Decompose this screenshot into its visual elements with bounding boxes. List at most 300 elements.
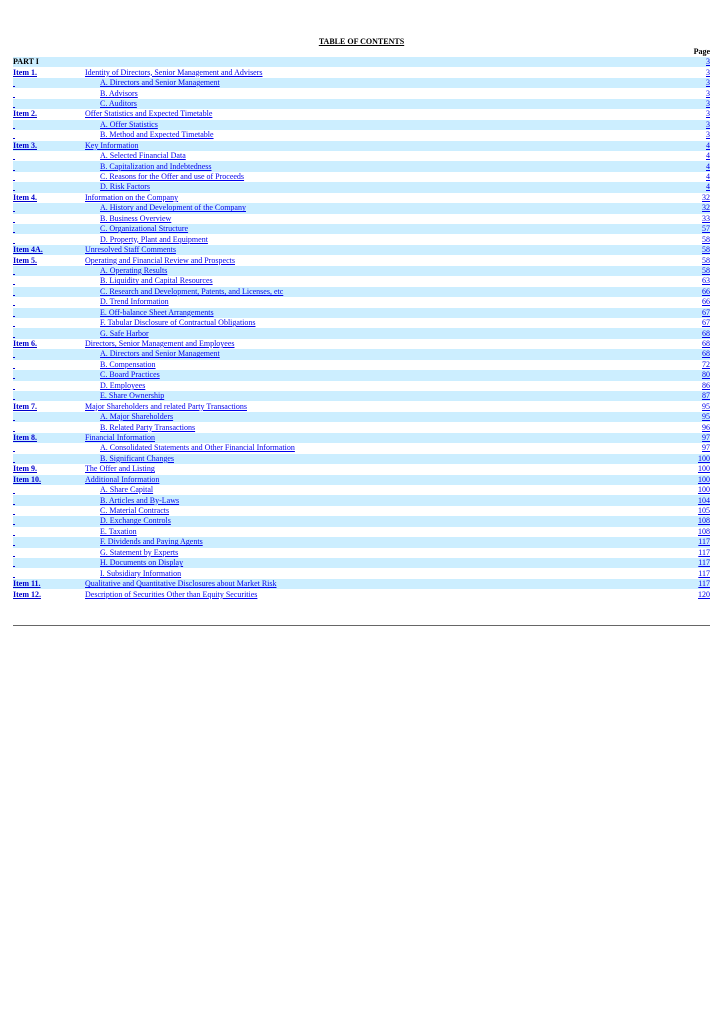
toc-row [13,308,710,318]
toc-item-cell [13,308,85,318]
item-number-link[interactable] [13,370,15,379]
toc-entry-link[interactable]: D. Employees [100,380,146,390]
toc-entry-link[interactable]: H. Documents on Display [100,558,184,568]
toc-text-cell [85,475,670,485]
toc-entry-link[interactable]: Offer Statistics and Expected Timetable [85,109,213,119]
toc-text-cell [85,349,670,359]
toc-entry-link[interactable]: B. Articles and By-Laws [100,495,180,505]
item-number-link[interactable] [13,99,15,108]
toc-entry-link[interactable]: G. Statement by Experts [100,547,179,557]
page-number-link[interactable]: 3 [706,130,710,140]
toc-row [13,558,710,568]
page-number-link[interactable]: 117 [698,547,710,557]
toc-row [13,109,710,119]
page-number-link[interactable]: 97 [702,443,710,453]
item-number-link[interactable]: Item 5. [13,255,37,265]
toc-text-cell [85,422,670,432]
item-number-link[interactable] [13,203,15,212]
item-number-link[interactable] [13,329,15,338]
page-number-link[interactable]: 67 [702,318,710,328]
toc-row [13,234,710,244]
toc-page-cell [670,422,710,432]
toc-row [13,516,710,526]
page-number-link[interactable]: 68 [702,339,710,349]
toc-row [13,224,710,234]
item-number-link[interactable] [13,391,15,400]
page-number-link[interactable]: 3 [706,98,710,108]
toc-entry-link[interactable]: C. Board Practices [100,370,160,380]
page-number-link[interactable]: 3 [706,67,710,77]
toc-item-cell [13,266,85,276]
toc-page-cell [670,88,710,98]
toc-page-cell [670,214,710,224]
toc-item-cell [13,172,85,182]
toc-text-cell [85,485,670,495]
toc-row [13,193,710,203]
page-number-link[interactable]: 58 [702,245,710,255]
toc-title: TABLE OF CONTENTS [318,37,405,46]
toc-entry-link[interactable]: F. Tabular Disclosure of Contractual Obligations [100,318,256,328]
toc-entry-link[interactable]: A. Offer Statistics [100,119,158,129]
item-number-link[interactable] [13,423,15,432]
item-number-link[interactable] [13,235,15,244]
toc-text-cell [85,120,670,130]
item-number-link[interactable]: Item 4. [13,192,37,202]
toc-page-cell [670,454,710,464]
item-number-link[interactable] [13,318,15,327]
item-number-link[interactable] [13,214,15,223]
toc-text-cell [85,88,670,98]
toc-row [13,57,710,67]
toc-page-cell [670,475,710,485]
page-number-link[interactable]: 4 [706,140,710,150]
toc-entry-link[interactable]: E. Share Ownership [100,391,165,401]
page-number-link[interactable]: 3 [706,88,710,98]
page-number-link[interactable]: 87 [702,391,710,401]
page-number-link[interactable]: 100 [698,453,710,463]
toc-row [13,495,710,505]
toc-text-cell [85,99,670,109]
toc-row [13,78,710,88]
toc-page-cell [670,537,710,547]
item-number-link[interactable]: Item 10. [13,474,41,484]
item-number-link[interactable] [13,558,15,567]
toc-item-cell [13,475,85,485]
toc-row [13,339,710,349]
toc-page-cell [670,141,710,151]
page-number-link[interactable]: 32 [702,203,710,213]
toc-row [13,579,710,589]
toc-row [13,412,710,422]
item-number-link[interactable] [13,308,15,317]
toc-item-cell [13,391,85,401]
toc-entry-link[interactable]: A. Directors and Senior Management [100,349,220,359]
page-number-link[interactable]: 100 [698,485,710,495]
item-number-link[interactable] [13,266,15,275]
toc-page-cell [670,381,710,391]
toc-item-cell [13,245,85,255]
item-number-link[interactable] [13,537,15,546]
toc-page-cell [670,433,710,443]
toc-text-cell [85,276,670,286]
toc-text-cell [85,381,670,391]
toc-text-cell [85,57,670,67]
page-column-header: Page [693,47,710,56]
page-number-link[interactable]: 3 [706,119,710,129]
toc-entry-link[interactable]: A. Major Shareholders [100,412,174,422]
page-number-link[interactable]: 100 [698,474,710,484]
toc-entry-link[interactable]: Description of Securities Other than Equity Securities [85,589,258,599]
toc-page-cell [670,109,710,119]
toc-row [13,401,710,411]
page-number-link[interactable]: 67 [702,307,710,317]
toc-text-cell [85,172,670,182]
toc-page-cell [670,318,710,328]
item-number-link[interactable] [13,224,15,233]
toc-page-cell [670,255,710,265]
toc-row [13,182,710,192]
page-number-link[interactable]: 72 [702,359,710,369]
item-number-link[interactable] [13,454,15,463]
toc-page-cell [670,130,710,140]
toc-row [13,454,710,464]
item-number-link[interactable] [13,443,15,452]
toc-item-cell [13,548,85,558]
toc-entry-link[interactable]: A. Consolidated Statements and Other Financial Information [100,443,295,453]
toc-text-cell [85,443,670,453]
item-number-link[interactable] [13,381,15,390]
toc-entry-link[interactable]: D. Exchange Controls [100,516,171,526]
toc-page-cell [670,297,710,307]
toc-item-cell [13,224,85,234]
item-number-link[interactable] [13,496,15,505]
page-number-link[interactable]: 117 [698,537,710,547]
toc-entry-link[interactable]: B. Compensation [100,359,156,369]
item-number-link[interactable] [13,276,15,285]
toc-entry-link[interactable]: C. Material Contracts [100,506,170,516]
toc-row [13,203,710,213]
toc-text-cell [85,255,670,265]
table-of-contents [13,37,710,600]
toc-row [13,548,710,558]
toc-entry-link[interactable]: Qualitative and Quantitative Disclosures about Market Risk [85,579,277,589]
item-number-link[interactable] [13,130,15,139]
toc-page-cell [670,506,710,516]
toc-page-cell [670,589,710,599]
toc-row [13,464,710,474]
item-number-link[interactable] [13,485,15,494]
item-number-link[interactable]: Item 4A. [13,245,43,255]
toc-entry-link[interactable]: Operating and Financial Review and Prospects [85,255,235,265]
item-number-link[interactable] [13,527,15,536]
toc-item-cell [13,485,85,495]
toc-text-cell [85,297,670,307]
page-number-link[interactable]: 95 [702,412,710,422]
toc-page-cell [670,161,710,171]
item-number-link[interactable]: Item 11. [13,579,41,589]
toc-entry-link[interactable]: C. Organizational Structure [100,224,189,234]
toc-page-cell [670,203,710,213]
part-label: PART I [13,57,39,67]
page-number-link[interactable]: 117 [698,558,710,568]
toc-entry-link[interactable]: D. Risk Factors [100,182,150,192]
toc-entry-link[interactable]: Identity of Directors, Senior Management and Advisers [85,67,263,77]
item-number-link[interactable] [13,412,15,421]
item-number-link[interactable] [13,569,15,578]
toc-item-cell [13,328,85,338]
page-number-link[interactable]: 80 [702,370,710,380]
item-number-link[interactable] [13,516,15,525]
toc-text-cell [85,193,670,203]
toc-page-cell [670,308,710,318]
toc-entry-link[interactable]: B. Advisors [100,88,138,98]
page-number-link[interactable]: 66 [702,297,710,307]
toc-item-cell [13,99,85,109]
item-number-link[interactable]: Item 12. [13,589,41,599]
page-number-link[interactable]: 108 [698,516,710,526]
toc-item-cell [13,234,85,244]
page-number-link[interactable]: 97 [702,432,710,442]
page-number-link[interactable]: 4 [706,151,710,161]
toc-text-cell [85,318,670,328]
item-number-link[interactable] [13,506,15,515]
page-number-link[interactable]: 86 [702,380,710,390]
toc-entry-link[interactable]: Major Shareholders and related Party Transactions [85,401,247,411]
toc-item-cell [13,203,85,213]
toc-entry-link[interactable]: E. Off-balance Sheet Arrangements [100,307,214,317]
toc-text-cell [85,214,670,224]
toc-item-cell [13,433,85,443]
toc-page-cell [670,234,710,244]
item-number-link[interactable]: Item 8. [13,432,37,442]
toc-entry-link[interactable]: A. Selected Financial Data [100,151,186,161]
toc-row [13,360,710,370]
toc-text-cell [85,527,670,537]
page-number-link[interactable]: 4 [706,182,710,192]
toc-text-cell [85,67,670,77]
toc-page-cell [670,78,710,88]
toc-row [13,381,710,391]
toc-row [13,568,710,578]
toc-text-cell [85,78,670,88]
toc-entry-link[interactable]: Information on the Company [85,192,179,202]
item-number-link[interactable] [13,151,15,160]
page-number-link[interactable]: 100 [698,464,710,474]
toc-table [13,57,710,600]
toc-text-cell [85,308,670,318]
page-number-link[interactable]: 117 [698,579,710,589]
page-number-link[interactable]: 117 [698,568,710,578]
toc-row [13,161,710,171]
toc-row [13,537,710,547]
toc-row [13,172,710,182]
page-number-link[interactable]: 105 [698,506,710,516]
toc-item-cell [13,297,85,307]
item-number-link[interactable]: Item 1. [13,67,37,77]
item-number-link[interactable]: Item 9. [13,464,37,474]
item-number-link[interactable]: Item 3. [13,140,37,150]
page-number-link[interactable]: 63 [702,276,710,286]
item-number-link[interactable] [13,360,15,369]
toc-item-cell [13,88,85,98]
toc-entry-link[interactable]: B. Related Party Transactions [100,422,196,432]
item-number-link[interactable] [13,287,15,296]
toc-page-cell [670,391,710,401]
toc-entry-link[interactable]: B. Liquidity and Capital Resources [100,276,213,286]
item-number-link[interactable] [13,120,15,129]
toc-row [13,276,710,286]
toc-entry-link[interactable]: I. Subsidiary Information [100,568,182,578]
toc-row [13,527,710,537]
page-number-link[interactable]: 4 [706,161,710,171]
toc-page-cell [670,349,710,359]
item-number-link[interactable] [13,78,15,87]
toc-entry-link[interactable]: B. Business Overview [100,213,172,223]
toc-item-cell [13,161,85,171]
toc-text-cell [85,412,670,422]
page-number-link[interactable]: 58 [702,265,710,275]
toc-text-cell [85,391,670,401]
toc-page-cell [670,151,710,161]
toc-item-cell [13,193,85,203]
toc-entry-link[interactable]: Additional Information [85,474,160,484]
toc-item-cell [13,339,85,349]
toc-row [13,214,710,224]
toc-entry-link[interactable]: Financial Information [85,432,155,442]
toc-item-cell [13,57,85,67]
toc-page-cell [670,412,710,422]
toc-text-cell [85,579,670,589]
toc-row [13,287,710,297]
toc-text-cell [85,161,670,171]
toc-row [13,391,710,401]
toc-row [13,475,710,485]
toc-row [13,433,710,443]
toc-item-cell [13,422,85,432]
toc-text-cell [85,109,670,119]
toc-entry-link[interactable]: A. Directors and Senior Management [100,78,220,88]
page-number-link[interactable]: 32 [702,192,710,202]
page-number-link[interactable]: 58 [702,234,710,244]
toc-page-cell [670,370,710,380]
toc-item-cell [13,151,85,161]
item-number-link[interactable] [13,162,15,171]
item-number-link[interactable] [13,89,15,98]
toc-entry-link[interactable]: Unresolved Staff Comments [85,245,176,255]
page-number-link[interactable]: 108 [698,526,710,536]
toc-entry-link[interactable]: G. Safe Harbor [100,328,149,338]
toc-entry-link[interactable]: C. Auditors [100,98,137,108]
toc-text-cell [85,568,670,578]
toc-entry-link[interactable]: C. Reasons for the Offer and use of Proceeds [100,172,245,182]
page-number-link[interactable]: 33 [702,213,710,223]
toc-page-cell [670,266,710,276]
page-number-link[interactable]: 3 [706,109,710,119]
page-number-link[interactable]: 68 [702,328,710,338]
page-number-link[interactable]: 66 [702,286,710,296]
toc-text-cell [85,360,670,370]
toc-page-cell [670,516,710,526]
toc-entry-link[interactable]: Key Information [85,140,139,150]
toc-entry-link[interactable]: B. Capitalization and Indebtedness [100,161,212,171]
toc-item-cell [13,276,85,286]
toc-row [13,485,710,495]
page-number-link[interactable]: 4 [706,172,710,182]
toc-item-cell [13,464,85,474]
toc-row [13,245,710,255]
page-number-link[interactable]: 58 [702,255,710,265]
page-number-link[interactable]: 3 [706,57,710,67]
toc-text-cell [85,141,670,151]
toc-text-cell [85,151,670,161]
page-number-link[interactable]: 96 [702,422,710,432]
toc-row [13,506,710,516]
toc-item-cell [13,589,85,599]
toc-entry-link[interactable]: F. Dividends and Paying Agents [100,537,203,547]
toc-page-cell [670,485,710,495]
toc-page-cell [670,245,710,255]
toc-item-cell [13,360,85,370]
toc-item-cell [13,495,85,505]
toc-page-cell [670,579,710,589]
page-number-link[interactable]: 104 [698,495,710,505]
toc-entry-link[interactable]: A. Share Capital [100,485,154,495]
item-number-link[interactable] [13,297,15,306]
toc-item-cell [13,214,85,224]
toc-text-cell [85,328,670,338]
toc-text-cell [85,433,670,443]
toc-item-cell [13,412,85,422]
toc-entry-link[interactable]: Directors, Senior Management and Employees [85,339,235,349]
page-number-link[interactable]: 120 [698,589,710,599]
page-number-link[interactable]: 95 [702,401,710,411]
toc-row [13,318,710,328]
toc-item-cell [13,506,85,516]
page-number-link[interactable]: 57 [702,224,710,234]
toc-row [13,88,710,98]
toc-entry-link[interactable]: E. Taxation [100,526,137,536]
toc-page-cell [670,527,710,537]
toc-entry-link[interactable]: C. Research and Development, Patents, and Licenses, etc [100,286,284,296]
toc-text-cell [85,182,670,192]
item-number-link[interactable]: Item 2. [13,109,37,119]
toc-entry-link[interactable]: D. Trend Information [100,297,169,307]
toc-entry-link[interactable]: B. Method and Expected Timetable [100,130,214,140]
item-number-link[interactable] [13,548,15,557]
toc-row [13,349,710,359]
item-number-link[interactable] [13,172,15,181]
toc-entry-link[interactable]: The Offer and Listing [85,464,155,474]
item-number-link[interactable]: Item 6. [13,339,37,349]
toc-entry-link[interactable]: D. Property, Plant and Equipment [100,234,208,244]
toc-row [13,120,710,130]
toc-page-cell [670,182,710,192]
toc-entry-link[interactable]: A. History and Development of the Company [100,203,246,213]
item-number-link[interactable] [13,349,15,358]
toc-item-cell [13,454,85,464]
item-number-link[interactable] [13,182,15,191]
toc-entry-link[interactable]: B. Significant Changes [100,453,174,463]
toc-text-cell [85,339,670,349]
toc-page-cell [670,67,710,77]
toc-page-cell [670,548,710,558]
toc-entry-link[interactable]: A. Operating Results [100,265,168,275]
page-number-link[interactable]: 3 [706,78,710,88]
toc-item-cell [13,287,85,297]
item-number-link[interactable]: Item 7. [13,401,37,411]
page-number-link[interactable]: 68 [702,349,710,359]
toc-item-cell [13,558,85,568]
